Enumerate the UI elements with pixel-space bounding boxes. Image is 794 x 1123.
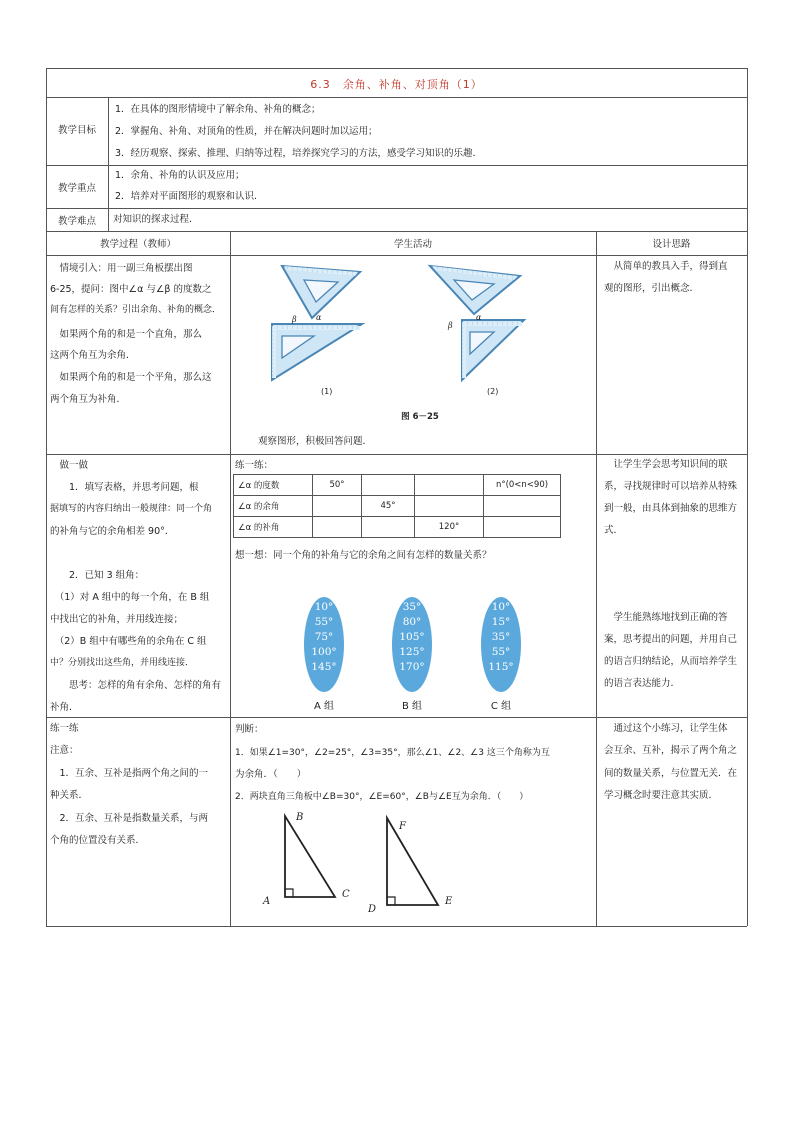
page-title: 6.3 余角、补角、对顶角（1） xyxy=(310,78,483,91)
design-line: 的语言表达能力． xyxy=(604,678,681,689)
teacher-line: 1．互余、互补是指两个角之间的一 xyxy=(50,768,209,779)
table-cell xyxy=(362,475,415,496)
row-label-difficult: 教学难点 xyxy=(57,216,96,227)
angle-value: 75° xyxy=(314,631,334,643)
set-square-figure xyxy=(262,258,552,418)
design-line: 式． xyxy=(604,525,624,536)
column-header-teacher: 教学过程（教师） xyxy=(99,239,176,250)
fig2-label: (2) xyxy=(487,387,499,396)
angle-value: 15° xyxy=(491,616,511,628)
teacher-line: 中？分别找出这些角，并用线连接． xyxy=(50,658,195,668)
table-cell xyxy=(415,496,484,517)
group-b-values xyxy=(392,600,432,675)
table-cell: 50° xyxy=(313,475,362,496)
teacher-line: 如果两个角的和是一个直角，那么 xyxy=(50,329,203,340)
table-cell xyxy=(313,496,362,517)
angle-value: 55° xyxy=(491,646,511,658)
alpha-label: α xyxy=(316,313,322,322)
design-line: 从简单的教具入手，得到直 xyxy=(604,261,728,272)
design-line: 间的数量关系，与位置无关．在 xyxy=(604,768,738,779)
table-cell xyxy=(362,517,415,538)
table-cell: n°(0<n<90) xyxy=(484,475,561,496)
table-cell: ∠α 的补角 xyxy=(234,517,313,538)
angle-value: 10° xyxy=(314,601,334,613)
table-cell xyxy=(484,496,561,517)
vertex-label-C: C xyxy=(342,889,350,900)
angle-value: 10° xyxy=(491,601,511,613)
vertex-label-D: D xyxy=(368,904,377,915)
vertex-label-F: F xyxy=(399,821,406,832)
table-cell: ∠α 的余角 xyxy=(234,496,313,517)
fig1-triangles xyxy=(272,266,362,380)
angle-value: 35° xyxy=(402,601,422,613)
table-row xyxy=(234,475,561,496)
goal-item: 1．在具体的图形情境中了解余角、补角的概念； xyxy=(115,104,321,115)
teacher-line: 6-25，提问：图中∠α 与∠β 的度数之 xyxy=(50,284,212,295)
exercise-title: 练一练： xyxy=(235,460,274,471)
table-row xyxy=(234,496,561,517)
teacher-line: 思考：怎样的角有余角、怎样的角有 xyxy=(50,680,222,691)
key-item: 2．培养对平面图形的观察和认识． xyxy=(115,191,264,202)
teacher-line: 注意： xyxy=(50,745,79,756)
design-line: 学生能熟练地找到正确的答 xyxy=(604,612,728,623)
judge-title: 判断： xyxy=(235,724,264,735)
exercise-table xyxy=(233,474,561,538)
teacher-line: 个角的位置没有关系． xyxy=(50,835,146,846)
vertex-label-B: B xyxy=(296,812,304,823)
vertex-label-A: A xyxy=(263,896,271,907)
judge-item: 1．如果∠1=30°，∠2=25°，∠3=35°，那么∠1、∠2、∠3 这三个角称为互 xyxy=(235,748,550,758)
teacher-line: 2．互余、互补是指数量关系，与两 xyxy=(50,813,209,824)
teacher-line: 练一练 xyxy=(50,723,79,734)
figure-caption: 图 6－25 xyxy=(401,412,439,422)
teacher-line: 2．已知 3 组角： xyxy=(50,570,145,581)
angle-value: 35° xyxy=(491,631,511,643)
design-line: 案，思考提出的问题，并用自己 xyxy=(604,634,738,645)
teacher-line: 据填写的内容归纳出一般规律：同一个角 xyxy=(50,504,213,514)
group-b-label: B 组 xyxy=(401,701,423,712)
table-cell xyxy=(415,475,484,496)
column-header-student: 学生活动 xyxy=(393,239,432,250)
angle-value: 80° xyxy=(402,616,422,628)
fig2-triangles xyxy=(430,266,524,380)
design-line: 观的图形，引出概念． xyxy=(604,283,700,294)
table-row xyxy=(234,517,561,538)
right-triangles-figure xyxy=(258,808,468,918)
angle-value: 100° xyxy=(311,646,337,658)
teacher-line: 种关系． xyxy=(50,790,89,801)
design-line: 通过这个小练习，让学生体 xyxy=(604,723,728,734)
table-cell xyxy=(313,517,362,538)
design-line: 会互余、互补，揭示了两个角之 xyxy=(604,745,738,756)
teacher-line: 1．填写表格，并思考问题，根 xyxy=(50,482,199,493)
alpha-label-2: α xyxy=(476,313,482,322)
beta-label-2: β xyxy=(448,321,453,330)
beta-label: β xyxy=(292,315,297,324)
student-activity-text: 观察图形，积极回答问题． xyxy=(258,436,373,447)
table-cell xyxy=(484,517,561,538)
teacher-line: 做一做 xyxy=(50,460,89,471)
difficult-text: 对知识的探求过程． xyxy=(113,214,199,225)
teacher-line: （1）对 A 组中的每一个角，在 B 组 xyxy=(50,592,210,603)
angle-value: 125° xyxy=(399,646,425,658)
fig1-label: (1) xyxy=(321,387,333,396)
key-item: 1．余角、补角的认识及应用； xyxy=(115,170,245,181)
group-c-label: C 组 xyxy=(490,701,512,712)
design-line: 系，寻找规律时可以培养从特殊 xyxy=(604,481,738,492)
judge-item: 2．两块直角三角板中∠B=30°，∠E=60°，∠B与∠E互为余角．（ ） xyxy=(235,792,529,802)
row-label-goals: 教学目标 xyxy=(57,125,96,136)
angle-value: 170° xyxy=(399,661,425,673)
column-header-design: 设计思路 xyxy=(652,239,691,250)
teacher-line: 这两个角互为余角． xyxy=(50,350,136,361)
design-line: 学习概念时要注意其实质． xyxy=(604,790,719,801)
group-a-label: A 组 xyxy=(313,701,335,712)
think-question: 想一想：同一个角的补角与它的余角之间有怎样的数量关系？ xyxy=(235,550,492,561)
teacher-line: 间有怎样的关系？引出余角、补角的概念． xyxy=(50,305,222,315)
table-cell: ∠α 的度数 xyxy=(234,475,313,496)
angle-value: 115° xyxy=(488,661,514,673)
group-c-values xyxy=(481,600,521,675)
angle-value: 105° xyxy=(399,631,425,643)
angle-value: 145° xyxy=(311,661,337,673)
angle-value: 55° xyxy=(314,616,334,628)
teacher-line: （2）B 组中有哪些角的余角在 C 组 xyxy=(50,636,207,647)
judge-item: 为余角．（ ） xyxy=(235,769,307,780)
teacher-line: 中找出它的补角，并用线连接； xyxy=(50,614,184,625)
teacher-line: 情境引入：用一副三角板摆出图 xyxy=(50,263,193,274)
design-line: 到一般，由具体到抽象的思维方 xyxy=(604,503,738,514)
teacher-line: 如果两个角的和是一个平角，那么这 xyxy=(50,372,212,383)
row-label-key: 教学重点 xyxy=(57,183,96,194)
teacher-line: 补角． xyxy=(50,702,79,713)
goal-item: 2．掌握角、补角、对顶角的性质，并在解决问题时加以运用； xyxy=(115,126,378,137)
design-line: 的语言归纳结论，从而培养学生 xyxy=(604,656,738,667)
teacher-line: 的补角与它的余角相差 90°． xyxy=(50,526,175,537)
teacher-line: 两个角互为补角． xyxy=(50,394,127,405)
vertex-label-E: E xyxy=(445,896,453,907)
table-cell: 45° xyxy=(362,496,415,517)
goal-item: 3．经历观察、探索、推理、归纳等过程，培养探究学习的方法，感受学习知识的乐趣． xyxy=(115,148,483,159)
group-a-values xyxy=(304,600,344,675)
design-line: 让学生学会思考知识间的联 xyxy=(604,459,728,470)
table-cell: 120° xyxy=(415,517,484,538)
